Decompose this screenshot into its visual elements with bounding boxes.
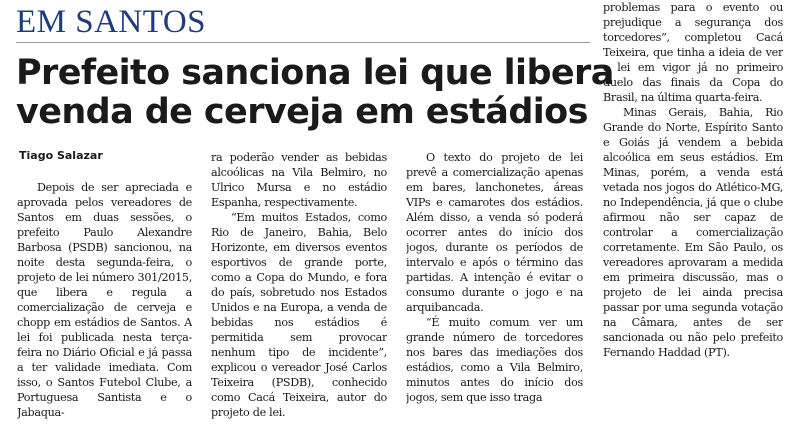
article-column-1 [17,180,192,420]
headline-line-1: Prefeito sanciona lei que libera [16,53,614,93]
article-paragraph: “Em muitos Estados, como Rio de Janeiro, Bahia, Belo Horizonte, em diversos eventos esportivos de grande porte, como a Copa do Mundo, e fora do país, sobretudo nos Estados Unidos e na Europa, a venda de bebidas nos estádios é permitida sem provocar nenhum tipo de incidente”, explicou o vereador José Carlos Teixeira (PSDB), conhecido como Cacá Teixeira, autor do projeto de lei. [211,211,387,419]
article-column-4 [603,0,783,420]
article-column-2 [211,150,387,420]
article-paragraph: Depois de ser apreciada e aprovada pelos vereadores de Santos em duas sessões, o prefeito Paulo Alexandre Barbosa (PSDB) sancionou, na noite desta segunda-feira, o projeto de lei número 301/2015, que libera e regula a comercialização de cerveja e chopp em estádios de Santos. A lei foi publicada nesta terça-feira no Diário Oficial e já passa a ter validade imediata. Com isso, o Santos Futebol Clube, a Portuguesa Santista e o Jabaqua- [17,181,192,419]
article-paragraph: problemas para o evento ou prejudique a segurança dos torcedores”, completou Cacá Teixeira, que tinha a ideia de ver a lei em vigor já no primeiro duelo das finais da Copa do Brasil, na última quarta-feira. [603,1,783,104]
article-paragraph: ra poderão vender as bebidas alcoólicas na Vila Belmiro, no Ulrico Mursa e no estádio Espanha, respectivamente. [211,151,387,209]
section-label: EM SANTOS [16,4,207,40]
article-paragraph: Minas Gerais, Bahia, Rio Grande do Norte, Espírito Santo e Goiás já vendem a bebida alcoólica em seus estádios. Em Minas, porém, a venda está vetada nos jogos do Atlético-MG, no Independência, já que o clube afirmou não ser capaz de controlar a comercialização corretamente. Em São Paulo, os vereadores aprovaram a medida em primeira discussão, mas o projeto de lei ainda precisa passar por uma segunda votação na Câmara, antes de ser sancionada ou não pelo prefeito Fernando Haddad (PT). [603,106,783,359]
article-column-3 [406,150,583,420]
headline [16,53,614,132]
article-paragraph: “É muito comum ver um grande número de torcedores nos bares das imediações dos estádios, como a Vila Belmiro, minutos antes do início dos jogos, sem que isso traga [406,316,583,404]
section-rule [16,42,590,43]
author-byline: Tiago Salazar [19,149,103,162]
article-paragraph: O texto do projeto de lei prevê a comercialização apenas em bares, lanchonetes, áreas VIPs e camarotes dos estádios. Além disso, a venda só poderá ocorrer antes do início dos jogos, durante os períodos de intervalo e após o término das partidas. A intenção é evitar o consumo durante o jogo e na arquibancada. [406,151,583,314]
headline-line-2: venda de cerveja em estádios [16,92,588,132]
